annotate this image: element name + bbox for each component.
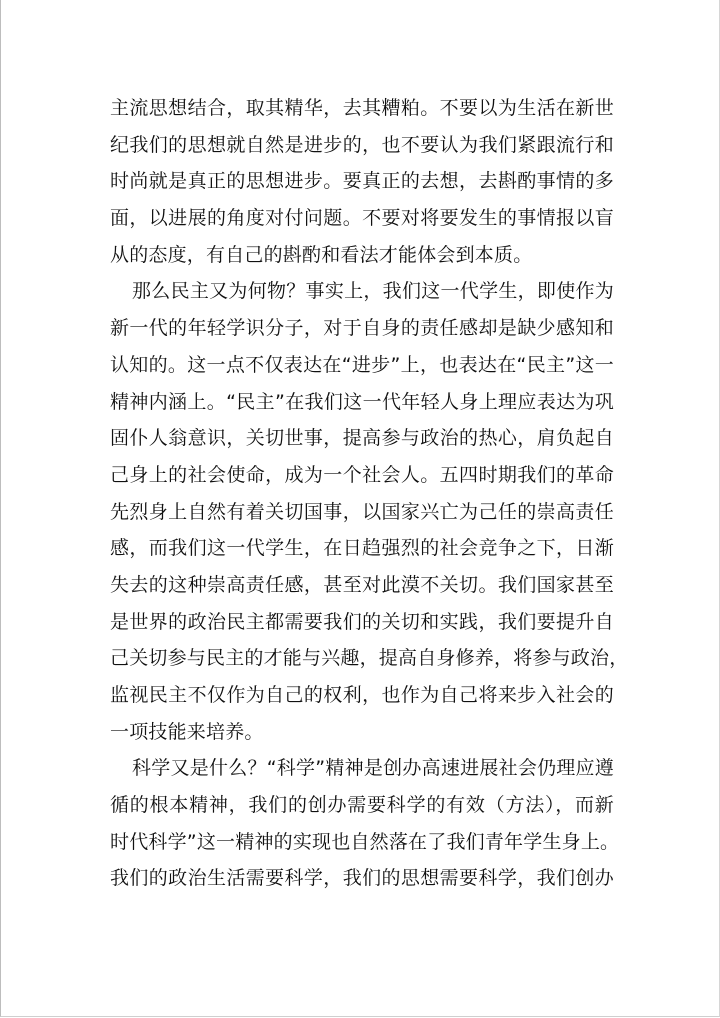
paragraph-end-line: 从的态度，有自己的斟酌和看法才能体会到本质。: [110, 243, 533, 266]
text-line: 循的根本精神，我们的创办需要科学的有效（方法），而新: [110, 794, 614, 817]
text-line: 时尚就是真正的思想进步。要真正的去想，去斟酌事情的多: [110, 170, 614, 193]
text-line: 精神内涵上。“民主”在我们这一代年轻人身上理应表达为巩: [110, 390, 614, 413]
text-line: 感，而我们这一代学生，在日趋强烈的社会竞争之下，日渐: [110, 537, 614, 560]
text-line: 固仆人翁意识，关切世事，提高参与政治的热心，肩负起自: [110, 427, 614, 450]
paragraph-start-line: 那么民主又为何物？事实上，我们这一代学生，即使作为: [132, 280, 614, 303]
text-line: 是世界的政治民主都需要我们的关切和实践，我们要提升自: [110, 610, 614, 633]
text-line: 监视民主不仅作为自己的权利，也作为自己将来步入社会的: [110, 684, 614, 706]
text-line: 认知的。这一点不仅表达在“进步”上，也表达在“民主”这一: [110, 353, 614, 376]
text-line: 我们的政治生活需要科学，我们的思想需要科学，我们创办: [110, 867, 614, 890]
body-text: [110, 90, 629, 897]
paragraph-start-line: 科学又是什么？“科学”精神是创办高速进展社会仍理应遵: [132, 757, 614, 780]
paragraph-end-line: 一项技能来培养。: [110, 720, 264, 743]
text-line: 失去的这种崇高责任感，甚至对此漠不关切。我们国家甚至: [110, 573, 614, 596]
text-line: 己身上的社会使命，成为一个社会人。五四时期我们的革命: [110, 463, 614, 486]
text-line: 主流思想结合，取其精华，去其糟粕。不要以为生活在新世: [110, 97, 614, 119]
text-line: 先烈身上自然有着关切国事，以国家兴亡为己任的崇高责任: [110, 500, 614, 523]
text-line: 面，以进展的角度对付问题。不要对将要发生的事情报以盲: [110, 207, 614, 230]
text-line: 纪我们的思想就自然是进步的，也不要认为我们紧跟流行和: [110, 133, 614, 156]
text-line: 己关切参与民主的才能与兴趣，提高自身修养，将参与政治，: [110, 647, 629, 670]
text-line: 时代科学”这一精神的实现也自然落在了我们青年学生身上。: [110, 830, 620, 853]
text-line: 新一代的年轻学识分子，对于自身的责任感却是缺少感知和: [110, 317, 614, 340]
